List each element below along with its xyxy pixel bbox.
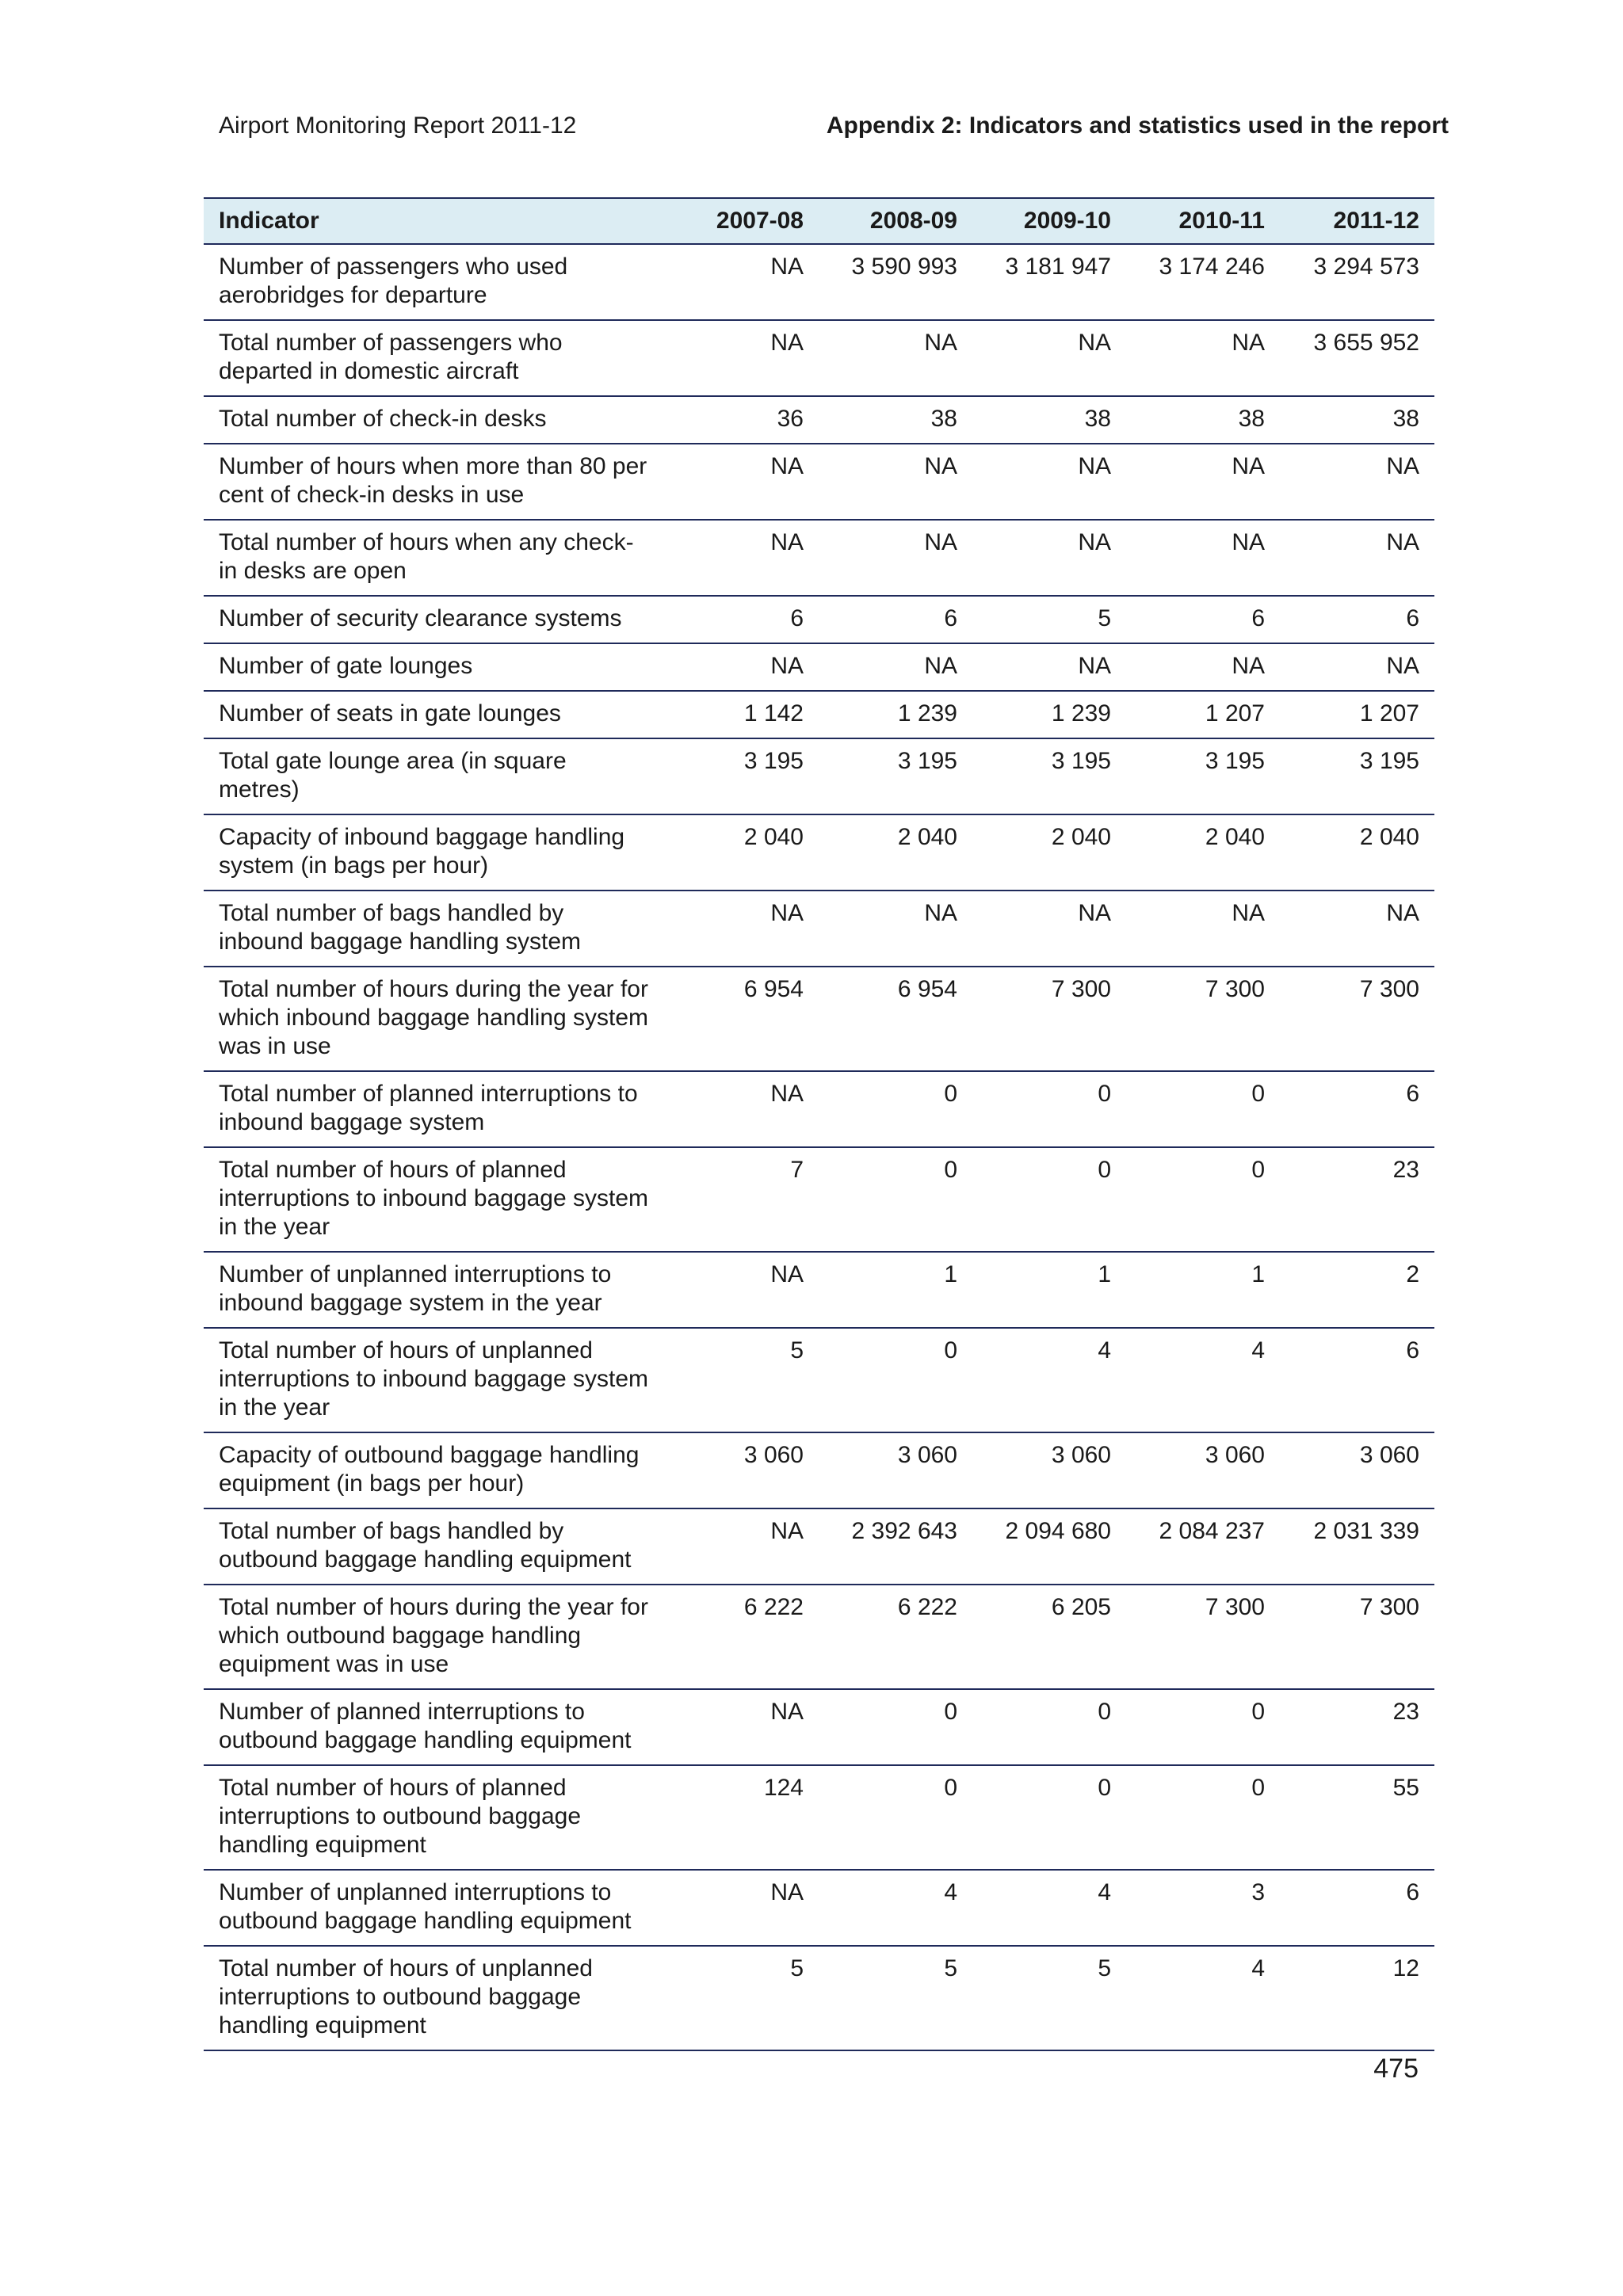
value-cell: 0 [819, 1071, 972, 1147]
value-cell: 7 300 [972, 967, 1126, 1071]
table-row [204, 596, 1434, 643]
value-cell: NA [819, 520, 972, 596]
table-row [204, 738, 1434, 814]
value-cell: 4 [1126, 1328, 1280, 1432]
indicator-label: Total number of check-in desks [204, 396, 665, 444]
value-cell: NA [819, 444, 972, 520]
indicator-label: Total number of hours during the year for which inbound baggage handling system was in use [204, 967, 665, 1071]
value-cell: 3 655 952 [1280, 320, 1434, 396]
value-cell: 0 [819, 1765, 972, 1870]
value-cell: 3 060 [1280, 1432, 1434, 1508]
value-cell: 5 [665, 1328, 819, 1432]
value-cell: 4 [819, 1870, 972, 1946]
table-row [204, 444, 1434, 520]
value-cell: 1 207 [1126, 691, 1280, 738]
value-cell: 3 195 [1126, 738, 1280, 814]
value-cell: 2 040 [819, 814, 972, 891]
value-cell: 6 [819, 596, 972, 643]
indicator-label: Total number of hours of unplanned interruptions to outbound baggage handling equipment [204, 1946, 665, 2050]
indicator-label: Total number of hours during the year for which outbound baggage handling equipment was in use [204, 1585, 665, 1689]
value-cell: NA [819, 643, 972, 691]
value-cell: 3 181 947 [972, 244, 1126, 320]
table-row [204, 1508, 1434, 1585]
value-cell: 5 [972, 1946, 1126, 2050]
table-row [204, 1870, 1434, 1946]
value-cell: 1 [1126, 1252, 1280, 1328]
indicators-table-container [204, 197, 1434, 2051]
value-cell: 2 040 [1280, 814, 1434, 891]
value-cell: NA [1126, 643, 1280, 691]
value-cell: 2 040 [1126, 814, 1280, 891]
table-row [204, 891, 1434, 967]
value-cell: 38 [1126, 396, 1280, 444]
value-cell: 36 [665, 396, 819, 444]
indicator-label: Number of hours when more than 80 per cent of check-in desks in use [204, 444, 665, 520]
table-row [204, 814, 1434, 891]
table-row [204, 320, 1434, 396]
value-cell: 0 [1126, 1765, 1280, 1870]
value-cell: 0 [1126, 1071, 1280, 1147]
value-cell: 23 [1280, 1147, 1434, 1252]
value-cell: 0 [819, 1147, 972, 1252]
indicator-label: Total gate lounge area (in square metres) [204, 738, 665, 814]
indicator-label: Number of security clearance systems [204, 596, 665, 643]
value-cell: 0 [1126, 1147, 1280, 1252]
value-cell: 6 222 [819, 1585, 972, 1689]
column-header-2011-12: 2011-12 [1280, 198, 1434, 244]
value-cell: 0 [972, 1147, 1126, 1252]
value-cell: NA [665, 1071, 819, 1147]
table-header-row [204, 198, 1434, 244]
value-cell: NA [972, 643, 1126, 691]
value-cell: 7 300 [1280, 967, 1434, 1071]
value-cell: 6 205 [972, 1585, 1126, 1689]
indicator-label: Number of gate lounges [204, 643, 665, 691]
value-cell: 2 084 237 [1126, 1508, 1280, 1585]
page-header [219, 113, 1449, 144]
value-cell: 6 [1280, 1071, 1434, 1147]
value-cell: 2 392 643 [819, 1508, 972, 1585]
value-cell: 2 031 339 [1280, 1508, 1434, 1585]
value-cell: 3 060 [972, 1432, 1126, 1508]
value-cell: NA [665, 520, 819, 596]
indicator-label: Total number of hours of planned interruptions to outbound baggage handling equipment [204, 1765, 665, 1870]
value-cell: 4 [972, 1870, 1126, 1946]
value-cell: 2 094 680 [972, 1508, 1126, 1585]
value-cell: 3 060 [819, 1432, 972, 1508]
value-cell: 2 040 [665, 814, 819, 891]
value-cell: 7 [665, 1147, 819, 1252]
table-row [204, 520, 1434, 596]
table-row [204, 396, 1434, 444]
value-cell: 0 [819, 1689, 972, 1765]
value-cell: 6 [665, 596, 819, 643]
indicator-label: Total number of hours of unplanned interruptions to inbound baggage system in the year [204, 1328, 665, 1432]
value-cell: 0 [972, 1765, 1126, 1870]
value-cell: 7 300 [1280, 1585, 1434, 1689]
indicator-label: Capacity of inbound baggage handling system (in bags per hour) [204, 814, 665, 891]
table-row [204, 1689, 1434, 1765]
value-cell: 3 [1126, 1870, 1280, 1946]
table-row [204, 1328, 1434, 1432]
column-header-2009-10: 2009-10 [972, 198, 1126, 244]
value-cell: 3 195 [1280, 738, 1434, 814]
indicator-label: Total number of planned interruptions to inbound baggage system [204, 1071, 665, 1147]
value-cell: NA [1126, 891, 1280, 967]
value-cell: NA [972, 444, 1126, 520]
value-cell: NA [972, 520, 1126, 596]
value-cell: 0 [819, 1328, 972, 1432]
value-cell: NA [1280, 520, 1434, 596]
table-row [204, 967, 1434, 1071]
value-cell: NA [665, 1508, 819, 1585]
value-cell: 3 060 [665, 1432, 819, 1508]
table-row [204, 1147, 1434, 1252]
value-cell: 3 590 993 [819, 244, 972, 320]
column-header-indicator: Indicator [204, 198, 665, 244]
value-cell: 1 [972, 1252, 1126, 1328]
column-header-2007-08: 2007-08 [665, 198, 819, 244]
value-cell: NA [972, 891, 1126, 967]
value-cell: 5 [665, 1946, 819, 2050]
value-cell: 6 [1280, 1328, 1434, 1432]
value-cell: 3 060 [1126, 1432, 1280, 1508]
value-cell: NA [1126, 520, 1280, 596]
value-cell: 12 [1280, 1946, 1434, 2050]
value-cell: 3 174 246 [1126, 244, 1280, 320]
value-cell: NA [665, 891, 819, 967]
value-cell: NA [1126, 444, 1280, 520]
value-cell: 1 [819, 1252, 972, 1328]
value-cell: 6 222 [665, 1585, 819, 1689]
value-cell: NA [665, 320, 819, 396]
value-cell: 1 207 [1280, 691, 1434, 738]
table-body [204, 244, 1434, 2050]
value-cell: 6 [1280, 596, 1434, 643]
value-cell: 6 [1126, 596, 1280, 643]
value-cell: 5 [972, 596, 1126, 643]
column-header-2010-11: 2010-11 [1126, 198, 1280, 244]
value-cell: 0 [972, 1071, 1126, 1147]
value-cell: 5 [819, 1946, 972, 2050]
table-row [204, 1252, 1434, 1328]
value-cell: 2 [1280, 1252, 1434, 1328]
value-cell: 3 294 573 [1280, 244, 1434, 320]
value-cell: 1 239 [972, 691, 1126, 738]
column-header-2008-09: 2008-09 [819, 198, 972, 244]
value-cell: 3 195 [819, 738, 972, 814]
page-number: 475 [1373, 2054, 1419, 2084]
table-row [204, 643, 1434, 691]
indicator-label: Number of unplanned interruptions to outbound baggage handling equipment [204, 1870, 665, 1946]
value-cell: 38 [972, 396, 1126, 444]
value-cell: 1 239 [819, 691, 972, 738]
table-row [204, 1071, 1434, 1147]
value-cell: 23 [1280, 1689, 1434, 1765]
value-cell: NA [819, 891, 972, 967]
value-cell: 6 [1280, 1870, 1434, 1946]
indicator-label: Total number of hours of planned interruptions to inbound baggage system in the year [204, 1147, 665, 1252]
value-cell: NA [665, 444, 819, 520]
value-cell: 38 [819, 396, 972, 444]
value-cell: NA [665, 643, 819, 691]
section-title: Appendix 2: Indicators and statistics used in the report [826, 113, 1449, 139]
value-cell: NA [819, 320, 972, 396]
indicator-label: Total number of hours when any check-in desks are open [204, 520, 665, 596]
indicator-label: Total number of passengers who departed in domestic aircraft [204, 320, 665, 396]
table-row [204, 1585, 1434, 1689]
value-cell: 4 [972, 1328, 1126, 1432]
indicators-table [204, 197, 1434, 2051]
value-cell: 124 [665, 1765, 819, 1870]
table-row [204, 691, 1434, 738]
value-cell: 3 195 [665, 738, 819, 814]
value-cell: NA [1280, 444, 1434, 520]
value-cell: 4 [1126, 1946, 1280, 2050]
value-cell: 2 040 [972, 814, 1126, 891]
value-cell: 38 [1280, 396, 1434, 444]
indicator-label: Number of seats in gate lounges [204, 691, 665, 738]
value-cell: 55 [1280, 1765, 1434, 1870]
value-cell: 0 [1126, 1689, 1280, 1765]
indicator-label: Capacity of outbound baggage handling equipment (in bags per hour) [204, 1432, 665, 1508]
value-cell: 7 300 [1126, 1585, 1280, 1689]
value-cell: 3 195 [972, 738, 1126, 814]
table-row [204, 1765, 1434, 1870]
indicator-label: Total number of bags handled by outbound baggage handling equipment [204, 1508, 665, 1585]
value-cell: NA [665, 1689, 819, 1765]
table-row [204, 244, 1434, 320]
value-cell: 6 954 [665, 967, 819, 1071]
value-cell: 6 954 [819, 967, 972, 1071]
value-cell: NA [665, 1870, 819, 1946]
value-cell: NA [665, 1252, 819, 1328]
value-cell: NA [1126, 320, 1280, 396]
report-title: Airport Monitoring Report 2011-12 [219, 113, 577, 139]
value-cell: 7 300 [1126, 967, 1280, 1071]
value-cell: 1 142 [665, 691, 819, 738]
value-cell: NA [665, 244, 819, 320]
value-cell: NA [1280, 643, 1434, 691]
value-cell: 0 [972, 1689, 1126, 1765]
table-row [204, 1946, 1434, 2050]
table-row [204, 1432, 1434, 1508]
indicator-label: Total number of bags handled by inbound baggage handling system [204, 891, 665, 967]
value-cell: NA [1280, 891, 1434, 967]
indicator-label: Number of planned interruptions to outbound baggage handling equipment [204, 1689, 665, 1765]
indicator-label: Number of passengers who used aerobridges for departure [204, 244, 665, 320]
value-cell: NA [972, 320, 1126, 396]
indicator-label: Number of unplanned interruptions to inbound baggage system in the year [204, 1252, 665, 1328]
